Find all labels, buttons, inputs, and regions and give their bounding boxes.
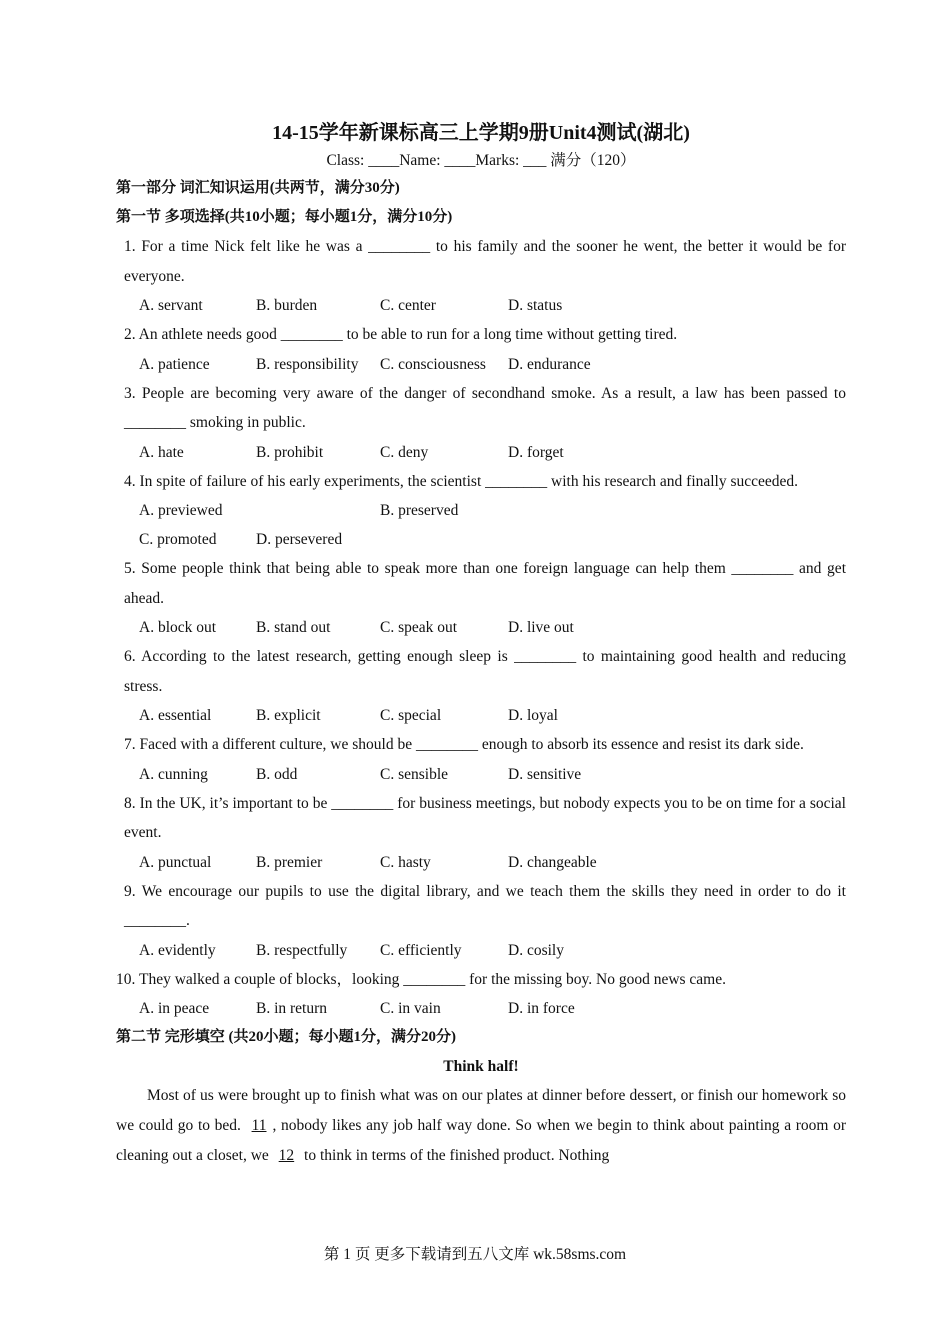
option-a: A. servant — [139, 297, 203, 314]
cloze-blank-12: 12 — [278, 1147, 295, 1164]
option-c: C. center — [380, 297, 436, 314]
option-b: B. prohibit — [256, 443, 324, 461]
option-b: B. stand out — [256, 619, 331, 636]
passage-title: Think half! — [443, 1058, 519, 1075]
cloze-passage — [116, 1081, 846, 1171]
question-7: 7. Faced with a different culture, we should be ________ enough to absorb its essence and resist its dark side. — [124, 736, 804, 753]
document-subtitle: Class: ____Name: ____Marks: ___ 满分（120） — [326, 152, 636, 169]
question-4-options-row2 — [116, 525, 846, 554]
option-b: B. odd — [256, 765, 298, 783]
question-2: 2. An athlete needs good ________ to be able to run for a long time without getting tired. — [124, 326, 678, 343]
question-5: 5. Some people think that being able to speak more than one foreign language can help them ________ and get ahead. — [124, 560, 846, 607]
question-4: 4. In spite of failure of his early experiments, the scientist ________ with his research and finally succeeded. — [124, 472, 799, 490]
option-a: A. hate — [139, 443, 184, 461]
option-a: A. previewed — [139, 502, 223, 519]
question-6-options — [116, 701, 846, 730]
question-9: 9. We encourage our pupils to use the digital library, and we teach them the skills they need in order to do it ________. — [124, 882, 846, 929]
passage-text-3: to think in terms of the finished product. Nothing — [300, 1147, 610, 1164]
question-1: 1. For a time Nick felt like he was a ________ to his family and the sooner he went, the better it would be for everyone. — [124, 238, 846, 285]
cloze-blank-11: 11 — [251, 1117, 267, 1134]
option-c: C. speak out — [380, 619, 458, 636]
option-d: D. loyal — [508, 707, 558, 724]
option-d: D. cosily — [508, 941, 564, 959]
question-3-options — [116, 438, 846, 467]
option-b: B. preserved — [380, 502, 459, 519]
option-d: D. live out — [508, 619, 574, 636]
option-c: C. sensible — [380, 765, 449, 783]
question-9-options — [116, 936, 846, 965]
option-d: D. sensitive — [508, 765, 582, 783]
passage-text-1: Most of us were brought up to finish what was on our plates at dinner before dessert, or finish our homework so we could go to bed. — [116, 1087, 846, 1134]
option-d: D. endurance — [508, 355, 591, 373]
option-c: C. promoted — [139, 531, 217, 548]
question-6: 6. According to the latest research, getting enough sleep is ________ to maintaining good health and reducing stress. — [124, 648, 846, 695]
option-a: A. in peace — [139, 1000, 210, 1017]
option-d: D. persevered — [256, 531, 343, 548]
option-d: D. changeable — [508, 853, 597, 871]
option-a: A. block out — [139, 619, 217, 636]
option-c: C. deny — [380, 443, 429, 461]
question-5-options — [116, 613, 846, 642]
option-a: A. essential — [139, 707, 212, 724]
document-page — [116, 118, 846, 1171]
question-1-options — [116, 291, 846, 320]
option-d: D. forget — [508, 443, 564, 461]
section1-heading: 第一节 多项选择(共10小题；每小题1分，满分10分) — [116, 209, 453, 225]
question-8: 8. In the UK, it’s important to be ________ for business meetings, but nobody expects you to be on time for a social event. — [124, 794, 846, 841]
document-title: 14-15学年新课标高三上学期9册Unit4测试(湖北) — [272, 122, 690, 144]
part1-heading: 第一部分 词汇知识运用(共两节，满分30分) — [116, 180, 400, 196]
option-a: A. patience — [139, 355, 210, 373]
option-b: B. respectfully — [256, 941, 348, 959]
option-b: B. responsibility — [256, 355, 359, 373]
option-c: C. efficiently — [380, 941, 462, 959]
option-c: C. special — [380, 707, 442, 724]
option-c: C. in vain — [380, 1000, 441, 1017]
question-10: 10. They walked a couple of blocks，looking ________ for the missing boy. No good news came. — [116, 970, 726, 988]
question-2-options — [116, 350, 846, 379]
option-b: B. explicit — [256, 707, 321, 724]
section2-heading: 第二节 完形填空 (共20小题；每小题1分，满分20分) — [116, 1029, 456, 1045]
question-7-options — [116, 760, 846, 789]
option-c: C. consciousness — [380, 355, 486, 373]
option-c: C. hasty — [380, 853, 431, 871]
question-10-options — [116, 994, 846, 1023]
option-a: A. evidently — [139, 941, 216, 959]
option-a: A. punctual — [139, 853, 212, 871]
question-3: 3. People are becoming very aware of the danger of secondhand smoke. As a result, a law has been passed to ________ smoking in public. — [124, 384, 846, 431]
option-b: B. burden — [256, 297, 318, 314]
page-footer: 第 1 页 更多下载请到五八文库 wk.58sms.com — [323, 1246, 627, 1263]
question-8-options — [116, 848, 846, 877]
option-d: D. status — [508, 297, 563, 314]
option-b: B. premier — [256, 853, 323, 871]
option-a: A. cunning — [139, 765, 208, 783]
question-4-options-row1 — [116, 496, 846, 525]
passage-text-2: , nobody likes any job half way done. So when we begin to think about painting a room or cleaning out a closet, we — [116, 1117, 846, 1164]
option-d: D. in force — [508, 1000, 575, 1017]
option-b: B. in return — [256, 1000, 328, 1017]
